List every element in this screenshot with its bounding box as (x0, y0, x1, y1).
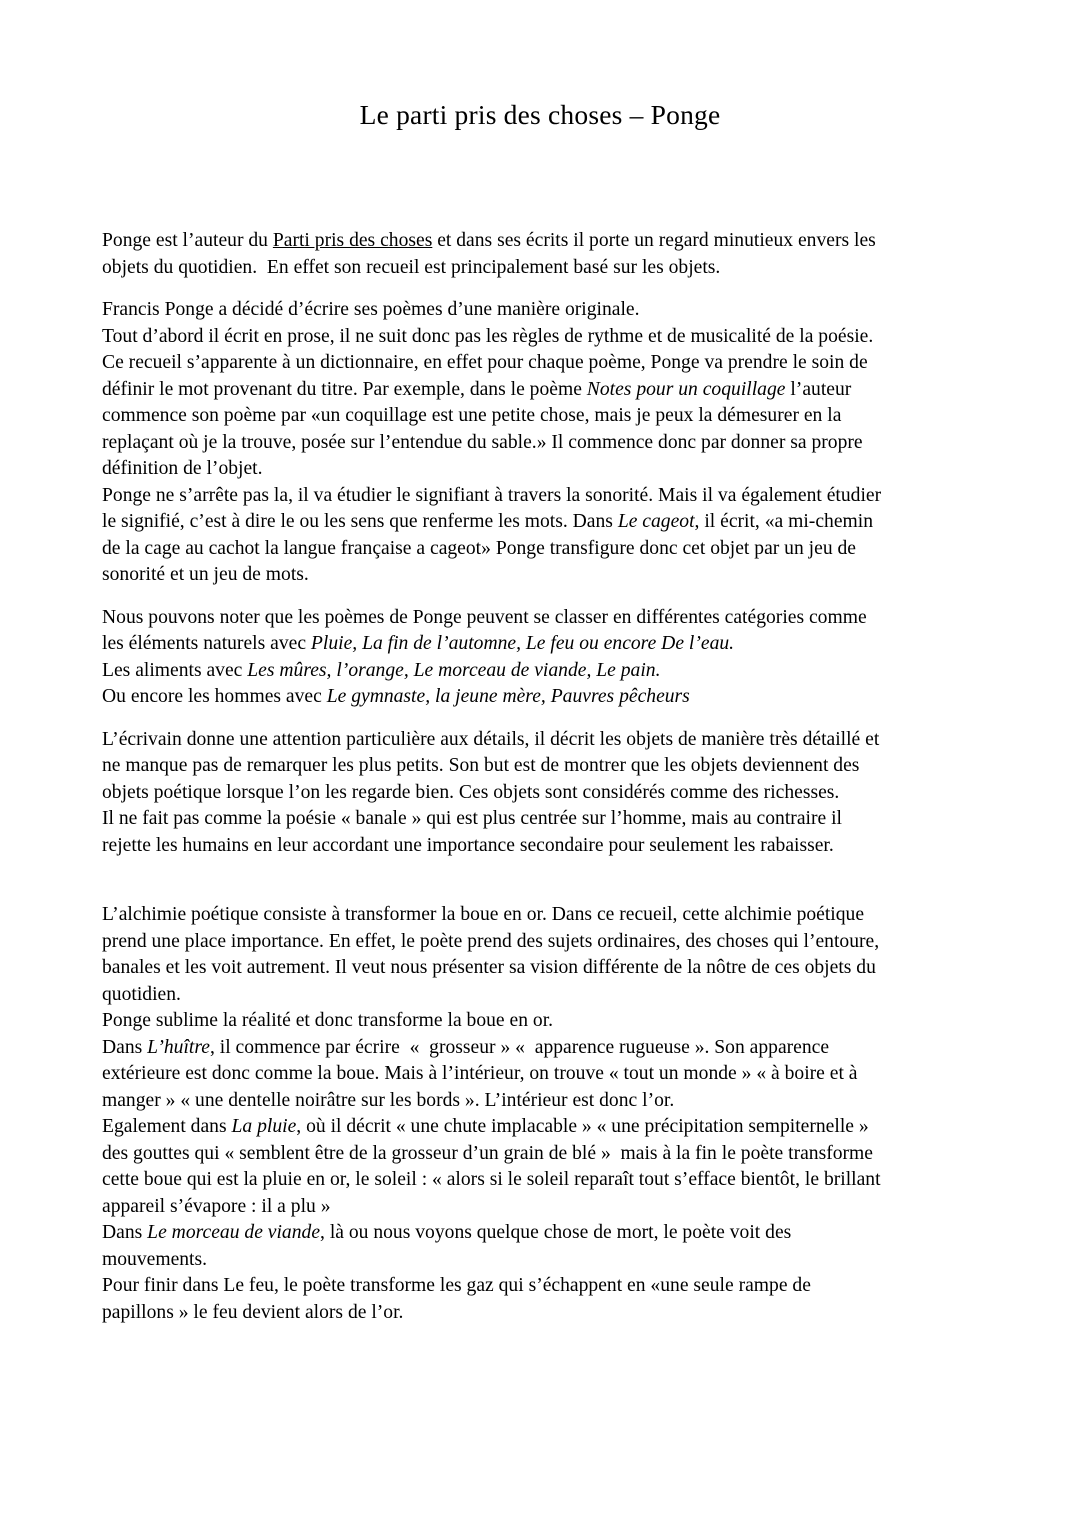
text-line (102, 536, 1020, 563)
text-line (102, 1141, 1020, 1168)
text-line (102, 297, 1020, 324)
text-line (102, 1300, 1020, 1327)
italic-text-run: Les mûres, l’orange, Le morceau de viande, Le pain. (247, 659, 661, 681)
text-run: Ponge ne s’arrête pas la, il va étudier le signifiant à travers la sonorité. Mais il va également étudier (102, 484, 882, 506)
paragraph-categories (102, 605, 1020, 711)
text-line (102, 806, 1020, 833)
text-run: des gouttes qui « semblent être de la grosseur d’un grain de blé » mais à la fin le poète transforme (102, 1142, 873, 1164)
document-body (102, 228, 1020, 1326)
text-run: Dans (102, 1222, 148, 1243)
text-run: prend une place importance. En effet, le poète prend des sujets ordinaires, des choses qui l’entoure, (102, 930, 880, 952)
text-run: ne manque pas de remarquer les plus petits. Son but est de montrer que les objets deviennent des (102, 755, 860, 776)
text-run: appareil s’évapore : il a plu » (102, 1195, 331, 1217)
text-line (102, 727, 1020, 754)
text-run: rejette les humains en leur accordant une importance secondaire pour seulement les rabaisser. (102, 834, 834, 856)
text-line (102, 1167, 1020, 1194)
text-run: manger » « une dentelle noirâtre sur les bords ». L’intérieur est donc l’or. (102, 1089, 675, 1111)
paragraph-alchimie-poetique (102, 902, 1020, 1326)
text-run: mouvements. (102, 1248, 208, 1270)
text-run: L’alchimie poétique consiste à transformer la boue en or. Dans ce recueil, cette alchimie poétique (102, 904, 865, 925)
text-run: définition de l’objet. (102, 458, 263, 479)
text-line (102, 1035, 1020, 1062)
text-line (102, 982, 1020, 1009)
text-run: , là ou nous voyons quelque chose de mort, le poète voit des (320, 1222, 792, 1243)
text-run: Il ne fait pas comme la poésie « banale » qui est plus centrée sur l’homme, mais au contraire il (102, 808, 842, 829)
text-run: , où il décrit « une chute implacable » « une précipitation sempiternelle » (296, 1116, 869, 1137)
text-run: extérieure est donc comme la boue. Mais à l’intérieur, on trouve « tout un monde » « à boire et à (102, 1063, 858, 1084)
text-line (102, 1247, 1020, 1274)
text-run: , il écrit, «a mi-chemin (694, 511, 874, 532)
text-line (102, 955, 1020, 982)
text-line (102, 631, 1020, 658)
text-run: quotidien. (102, 983, 181, 1005)
text-run: Egalement dans (102, 1116, 232, 1137)
text-line (102, 562, 1020, 589)
text-line (102, 753, 1020, 780)
text-line (102, 605, 1020, 632)
text-run: Dans (102, 1036, 148, 1058)
text-line (102, 1088, 1020, 1115)
text-run: Ou encore les hommes avec (102, 686, 327, 707)
paragraph-intro (102, 228, 1020, 281)
text-line (102, 403, 1020, 430)
text-run: sonorité et un jeu de mots. (102, 564, 309, 585)
text-run: les éléments naturels avec (102, 633, 311, 654)
text-run: cette boue qui est la pluie en or, le soleil : « alors si le soleil reparaît tout s’efface bientôt, le brillant (102, 1169, 881, 1190)
text-run: objets poétique lorsque l’on les regarde bien. Ces objets sont considérés comme des richesses. (102, 781, 840, 803)
text-run: Nous pouvons noter que les poèmes de Ponge peuvent se classer en différentes catégories comme (102, 606, 867, 628)
paragraph-maniere-originale (102, 297, 1020, 589)
text-run: banales et les voit autrement. Il veut nous présenter sa vision différente de la nôtre de ces objets du (102, 957, 876, 978)
text-line (102, 1194, 1020, 1221)
text-run: Ponge est l’auteur du (102, 230, 273, 251)
text-run: et dans ses écrits il porte un regard minutieux envers les (432, 230, 876, 251)
italic-text-run: L’huître (147, 1036, 210, 1058)
text-line (102, 1220, 1020, 1247)
text-run: Pour finir dans Le feu, le poète transforme les gaz qui s’échappent en «une seule rampe de (102, 1275, 811, 1296)
text-run: Tout d’abord il écrit en prose, il ne suit donc pas les règles de rythme et de musicalité de la poésie. (102, 325, 874, 347)
text-line (102, 228, 1020, 255)
text-run: Ponge sublime la réalité et donc transforme la boue en or. (102, 1010, 554, 1031)
paragraph-attention-details (102, 727, 1020, 860)
text-run: Les aliments avec (102, 659, 248, 681)
text-run: le signifié, c’est à dire le ou les sens que renferme les mots. Dans (102, 511, 618, 532)
text-run: définir le mot provenant du titre. Par exemple, dans le poème (102, 378, 587, 400)
text-line (102, 780, 1020, 807)
text-line (102, 377, 1020, 404)
italic-text-run: La pluie (231, 1116, 297, 1137)
text-line (102, 833, 1020, 860)
text-line (102, 929, 1020, 956)
text-line (102, 430, 1020, 457)
text-run: L’écrivain donne une attention particulière aux détails, il décrit les objets de manière très détaillé et (102, 728, 880, 750)
underline-text-run: Parti pris des choses (272, 230, 433, 251)
text-line (102, 902, 1020, 929)
italic-text-run: Le morceau de viande (147, 1222, 321, 1243)
text-line (102, 324, 1020, 351)
italic-text-run: Le gymnaste, la jeune mère, Pauvres pêcheurs (326, 686, 690, 707)
text-line (102, 1008, 1020, 1035)
text-line (102, 658, 1020, 685)
text-line (102, 684, 1020, 711)
text-run: de la cage au cachot la langue française a cageot» Ponge transfigure donc cet objet par un jeu de (102, 537, 857, 559)
text-line (102, 255, 1020, 282)
text-line (102, 350, 1020, 377)
text-line (102, 1273, 1020, 1300)
text-line (102, 1061, 1020, 1088)
text-line (102, 456, 1020, 483)
text-run: Ce recueil s’apparente à un dictionnaire, en effet pour chaque poème, Ponge va prendre le soin de (102, 352, 868, 373)
text-run: commence son poème par «un coquillage est une petite chose, mais je peux la démesurer en la (102, 405, 842, 426)
text-run: papillons » le feu devient alors de l’or. (102, 1301, 404, 1323)
text-run: , il commence par écrire « grosseur » « apparence rugueuse ». Son apparence (209, 1036, 830, 1058)
text-run: Francis Ponge a décidé d’écrire ses poèmes d’une manière originale. (102, 299, 640, 320)
text-run: replaçant où je la trouve, posée sur l’entendue du sable.» Il commence donc par donner sa propre (102, 431, 863, 453)
text-line (102, 1114, 1020, 1141)
text-run: l’auteur (785, 378, 852, 400)
italic-text-run: Pluie, La fin de l’automne, Le feu ou encore De l’eau. (310, 633, 735, 654)
italic-text-run: Le cageot (617, 511, 695, 532)
italic-text-run: Notes pour un coquillage (586, 378, 786, 400)
document-title: Le parti pris des choses – Ponge (359, 99, 721, 130)
text-line (102, 483, 1020, 510)
text-run: objets du quotidien. En effet son recueil est principalement basé sur les objets. (102, 256, 721, 278)
text-line (102, 509, 1020, 536)
